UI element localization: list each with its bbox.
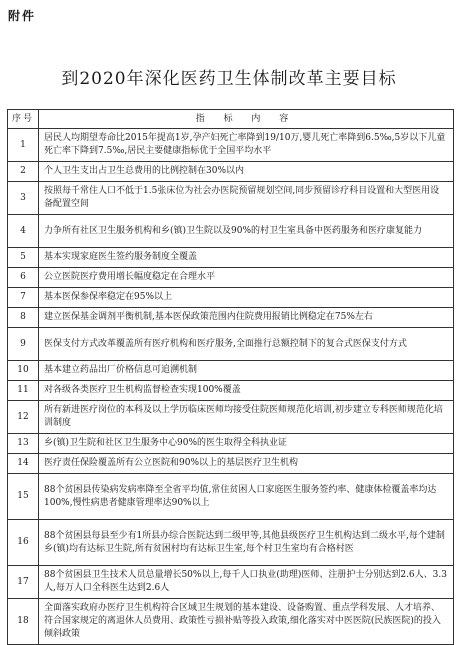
table-row <box>8 248 454 268</box>
row-number: 9 <box>8 328 39 361</box>
page-title: 到2020年深化医药卫生体制改革主要目标 <box>61 69 397 89</box>
row-number: 16 <box>8 520 39 566</box>
table-row <box>8 162 454 182</box>
row-text: 力争所有社区卫生服务机构和乡(镇)卫生院以及90%的村卫生室具备中医药服务和医疗康复能力 <box>39 215 454 248</box>
row-text: 88个贫困县传染病发病率降至全省平均值,常住贫困人口家庭医生服务签约率、健康体检覆盖率均达100%,慢性病患者健康管理率达90%以上 <box>39 474 454 520</box>
table-row <box>8 129 454 162</box>
row-text: 个人卫生支出占卫生总费用的比例控制在30%以内 <box>39 162 454 182</box>
table-row <box>8 288 454 308</box>
table-row <box>8 215 454 248</box>
table-row <box>8 599 454 645</box>
row-text: 88个贫困县卫生技术人员总量增长50%以上,每千人口执业(助理)医师、注册护士分别达到2.6人、3.3人,每万人口全科医生达到2.6人 <box>39 566 454 599</box>
row-number: 14 <box>8 454 39 474</box>
row-number: 11 <box>8 381 39 401</box>
row-number: 2 <box>8 162 39 182</box>
table-row <box>8 182 454 215</box>
row-number: 15 <box>8 474 39 520</box>
row-text: 医保支付方式改革覆盖所有医疗机构和医疗服务,全面推行总额控制下的复合式医保支付方式 <box>39 328 454 361</box>
row-number: 12 <box>8 401 39 434</box>
table-row <box>8 566 454 599</box>
goals-table <box>7 109 454 645</box>
table-row <box>8 434 454 454</box>
table-row <box>8 361 454 381</box>
attachment-label: 附件 <box>8 9 37 23</box>
row-number: 1 <box>8 129 39 162</box>
row-text: 基本医保参保率稳定在95%以上 <box>39 288 454 308</box>
row-text: 按照每千常住人口不低于1.5张床位为社会办医院预留规划空间,同步预留诊疗科目设置和大型医用设备配置空间 <box>39 182 454 215</box>
row-number: 6 <box>8 268 39 288</box>
table-row <box>8 520 454 566</box>
row-text: 基本实现家庭医生签约服务制度全覆盖 <box>39 248 454 268</box>
row-text: 医疗责任保险覆盖所有公立医院和90%以上的基层医疗卫生机构 <box>39 454 454 474</box>
row-number: 4 <box>8 215 39 248</box>
table-header-row <box>8 110 454 129</box>
row-number: 18 <box>8 599 39 645</box>
row-text: 全面落实政府办医疗卫生机构符合区域卫生规划的基本建设、设备购置、重点学科发展、人才培养、符合国家规定的离退休人员费用、政策性亏损补贴等投入政策,细化落实对中医医院(民族医院)的投入倾斜政策 <box>39 599 454 645</box>
row-text: 建立医保基金调剂平衡机制,基本医保政策范围内住院费用报销比例稳定在75%左右 <box>39 308 454 328</box>
table-row <box>8 454 454 474</box>
row-text: 公立医院医疗费用增长幅度稳定在合理水平 <box>39 268 454 288</box>
header-number: 序号 <box>8 110 39 129</box>
row-number: 7 <box>8 288 39 308</box>
row-text: 对各级各类医疗卫生机构监督检查实现100%覆盖 <box>39 381 454 401</box>
header-content: 指 标 内 容 <box>39 110 454 129</box>
table-row <box>8 328 454 361</box>
row-number: 5 <box>8 248 39 268</box>
table-row <box>8 401 454 434</box>
row-text: 所有新进医疗岗位的本科及以上学历临床医师均接受住院医师规范化培训,初步建立专科医师规范化培训制度 <box>39 401 454 434</box>
row-text: 乡(镇)卫生院和社区卫生服务中心90%的医生取得全科执业证 <box>39 434 454 454</box>
table-row <box>8 268 454 288</box>
row-text: 基本建立药品出厂价格信息可追溯机制 <box>39 361 454 381</box>
row-number: 3 <box>8 182 39 215</box>
row-number: 8 <box>8 308 39 328</box>
table-row <box>8 308 454 328</box>
row-text: 居民人均期望寿命比2015年提高1岁,孕产妇死亡率降到19/10万,婴儿死亡率降到6.5‰,5岁以下儿童死亡率下降到7.5‰,居民主要健康指标优于全国平均水平 <box>39 129 454 162</box>
row-number: 17 <box>8 566 39 599</box>
table-row <box>8 381 454 401</box>
table-row <box>8 474 454 520</box>
row-text: 88个贫困县每县至少有1所县办综合医院达到二级甲等,其他县级医疗卫生机构达到二级水平,每个建制乡(镇)均有达标卫生院,所有贫困村均有达标卫生室,每个村卫生室均有合格村医 <box>39 520 454 566</box>
row-number: 13 <box>8 434 39 454</box>
row-number: 10 <box>8 361 39 381</box>
